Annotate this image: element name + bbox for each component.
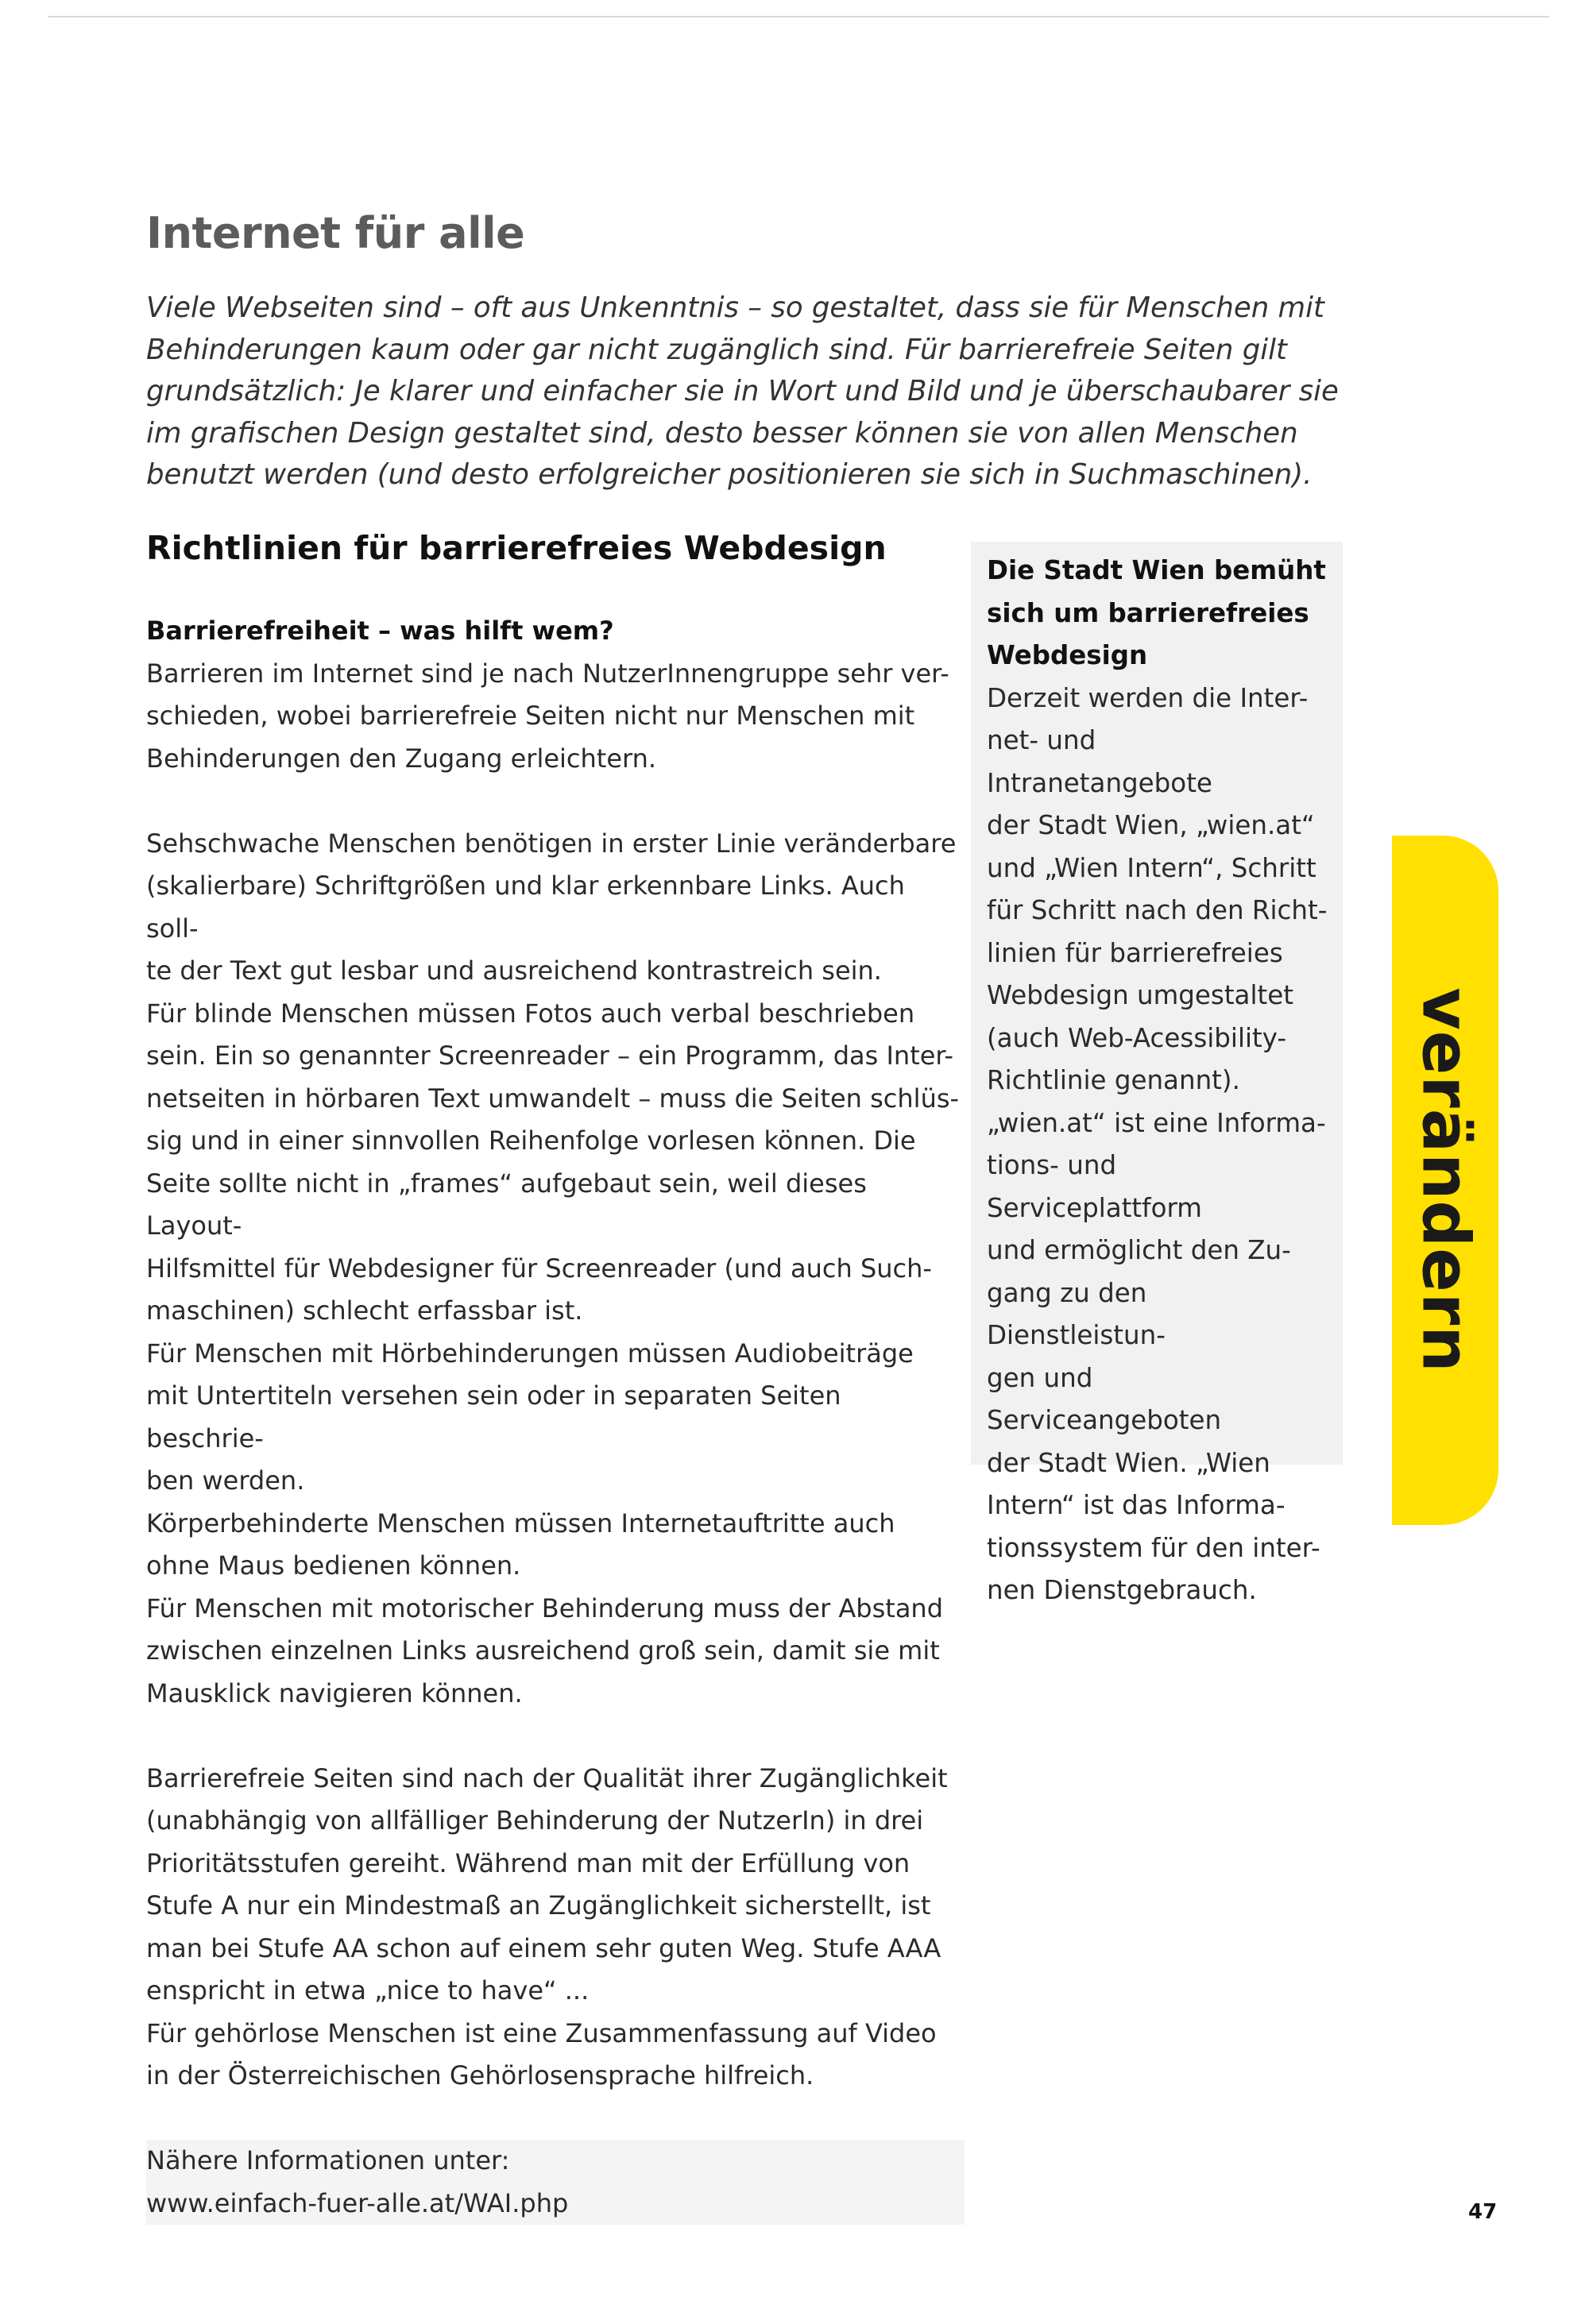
top-rule — [48, 16, 1549, 17]
paragraph-gap — [146, 780, 965, 823]
subheading: Barrierefreiheit – was hilft wem? — [146, 616, 614, 646]
page-number: 47 — [1468, 2200, 1498, 2224]
intro-paragraph: Viele Webseiten sind – oft aus Unkenntnis – so gestaltet, dass sie für Menschen mit Behinderungen kaum oder gar nicht zugänglich sind. Für barrierefreie Seiten gilt grundsätzlich: Je klarer und einfacher sie in Wort und Bild und je überschaubarer sie im grafischen Design gestaltet sind, desto besser können sie von allen Menschen benutzt werden (und desto erfolgreicher positionieren sie sich in Suchmaschinen). — [146, 291, 1339, 491]
more-info-link[interactable]: www.einfach-fuer-alle.at/WAI.php — [146, 2187, 569, 2218]
section-tab — [1392, 836, 1498, 1525]
sidebar-body: Derzeit werden die Inter- net- und Intranetangebote der Stadt Wien, „wien.at“ und „Wien Intern“, Schritt für Schritt nach den Richt- linien für barrierefreies Webdesign umgestaltet (auch Web-Acessibility- Richtlinie genannt). „wien.at“ ist eine Informa- tions- und Serviceplattform und ermöglicht den Zu- gang zu den Dienstleistun- gen und Serviceangeboten der Stadt Wien. „Wien Intern“ ist das Informa- tionssystem für den inter- nen Dienstgebrauch. — [987, 682, 1328, 1605]
section-heading: Richtlinien für barrierefreies Webdesign — [146, 529, 887, 567]
sidebar-heading: Die Stadt Wien bemüht sich um barrierefreies Webdesign — [987, 555, 1326, 670]
more-info-label: Nähere Informationen unter: — [146, 2145, 510, 2175]
more-info-box — [146, 2140, 965, 2225]
paragraph-barriers: Barrieren im Internet sind je nach NutzerInnengruppe sehr ver- schieden, wobei barrierefreie Seiten nicht nur Menschen mit Behinderungen den Zugang erleichtern. — [146, 658, 949, 774]
sidebar-box — [971, 542, 1343, 1605]
section-tab-label: verändern — [1407, 987, 1483, 1373]
page-title: Internet für alle — [146, 208, 525, 258]
paragraph-gap — [146, 1715, 965, 1758]
main-column — [146, 610, 965, 2225]
paragraph-user-groups: Sehschwache Menschen benötigen in erster Linie veränderbare (skalierbare) Schriftgrößen und klar erkennbare Links. Auch soll- te der Text gut lesbar und ausreichend kontrastreich sein. Für blinde Menschen müssen Fotos auch verbal beschrieben sein. Ein so genannter Screenreader – ein Programm, das Inter- netseiten in hörbaren Text umwandelt – muss die Seiten schlüs- sig und in einer sinnvollen Reihenfolge vorlesen können. Die Seite sollte nicht in „frames“ aufgebaut sein, weil dieses Layout- Hilfsmittel für Webdesigner für Screenreader (und auch Such- maschinen) schlecht erfassbar ist. Für Menschen mit Hörbehinderungen müssen Audiobeiträge mit Untertiteln versehen sein oder in separaten Seiten beschrie- ben werden. Körperbehinderte Menschen müssen Internetauftritte auch ohne Maus bedienen können. Für Menschen mit motorischer Behinderung muss der Abstand zwischen einzelnen Links ausreichend groß sein, damit sie mit Mausklick navigieren können. — [146, 828, 960, 1708]
paragraph-priority-levels: Barrierefreie Seiten sind nach der Qualität ihrer Zugänglichkeit (unabhängig von allfälliger Behinderung der NutzerIn) in drei Prioritätsstufen gereiht. Während man mit der Erfüllung von Stufe A nur ein Mindestmaß an Zugänglichkeit sicherstellt, ist man bei Stufe AA schon auf einem sehr guten Weg. Stufe AAA enspricht in etwa „nice to have“ ... Für gehörlose Menschen ist eine Zusammenfassung auf Video in der Österreichischen Gehörlosensprache hilfreich. — [146, 1762, 948, 2090]
